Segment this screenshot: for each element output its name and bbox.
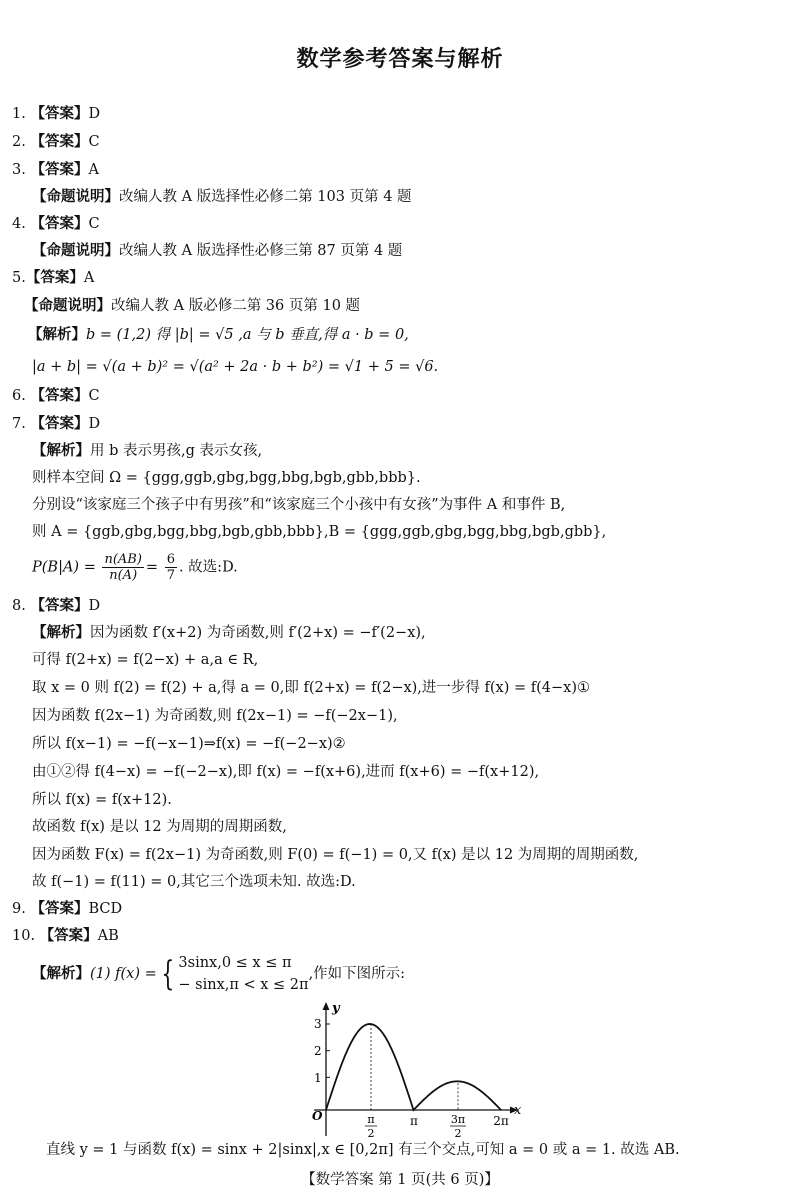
y-tick-label-1: 1 — [314, 1071, 322, 1085]
x-tick-label-3pi-half-den: 2 — [454, 1127, 462, 1140]
q3-line — [12, 160, 99, 180]
q10-number: 10. — [12, 928, 36, 944]
q3-note: 改编人教 A 版选择性必修二第 103 页第 4 题 — [119, 189, 412, 205]
x-tick-label-pi-half-num: π — [367, 1113, 375, 1126]
x-tick-label-2pi: 2π — [493, 1114, 509, 1128]
origin-label: O — [312, 1109, 323, 1123]
function-curve — [326, 1024, 501, 1110]
q7-prob-left: P(B|A) = — [32, 559, 96, 576]
q4-note: 改编人教 A 版选择性必修三第 87 页第 4 题 — [119, 243, 403, 259]
q7-analysis-line4: 则 A = {ggb,gbg,bgg,bbg,bgb,gbb,bbb},B = {ggg,ggb,gbg,bgg,bbg,bgb,gbb}, — [32, 524, 607, 540]
q7-analysis-text1: 用 b 表示男孩,g 表示女孩, — [90, 443, 263, 459]
q7-value-den: 7 — [166, 568, 175, 583]
q7-analysis-line5 — [32, 552, 238, 583]
q3-note-line — [32, 187, 412, 207]
q5-analysis-line1 — [28, 325, 409, 345]
q8-line — [12, 596, 100, 616]
q7-value-fraction — [165, 552, 177, 583]
q5-analysis-text1: b = (1,2) 得 |b| = √5 ,a 与 b 垂直,得 a · b = 0, — [86, 327, 409, 343]
page-title: 数学参考答案与解析 — [296, 47, 504, 72]
q10-case2: − sinx,π < x ≤ 2π — [178, 977, 309, 993]
q8-answer: D — [88, 598, 101, 614]
q2-number: 2. — [12, 134, 26, 150]
q4-line — [12, 214, 100, 234]
answer-tag: 【答案】 — [25, 270, 84, 286]
analysis-tag: 【解析】 — [32, 966, 90, 982]
q10-line — [12, 926, 119, 946]
q7-answer: D — [88, 416, 101, 432]
q4-answer: C — [88, 216, 100, 232]
q7-analysis-line1 — [32, 441, 262, 461]
answer-tag: 【答案】 — [30, 388, 89, 404]
q5-note: 改编人教 A 版必修二第 36 页第 10 题 — [111, 298, 361, 314]
q2-answer: C — [88, 134, 100, 150]
q8-analysis-line8: 故函数 f(x) 是以 12 为周期的周期函数, — [32, 819, 287, 835]
q7-prob-eq: = — [145, 559, 159, 576]
q8-analysis-line9: 因为函数 F(x) = f(2x−1) 为奇函数,则 F(0) = f(−1) = 0,又 f(x) 是以 12 为周期的周期函数, — [32, 847, 639, 863]
answer-tag: 【答案】 — [30, 901, 89, 917]
analysis-tag: 【解析】 — [32, 443, 90, 459]
q5-line — [12, 268, 94, 288]
q10-cases-brace: { — [161, 954, 175, 994]
x-tick-label-pi-half-den: 2 — [367, 1127, 375, 1140]
q8-analysis-text1: 因为函数 f′(x+2) 为奇函数,则 f′(2+x) = −f′(2−x), — [90, 625, 426, 641]
q1-line — [12, 104, 100, 124]
q9-answer: BCD — [88, 901, 123, 917]
answer-tag: 【答案】 — [30, 162, 89, 178]
answer-tag: 【答案】 — [30, 134, 89, 150]
q8-analysis-line5: 所以 f(x−1) = −f(−x−1)⇒f(x) = −f(−2−x)② — [32, 736, 346, 752]
x-axis-label: x — [514, 1103, 522, 1118]
q7-number: 7. — [12, 416, 26, 432]
answer-tag: 【答案】 — [30, 416, 89, 432]
q8-analysis-line7: 所以 f(x) = f(x+12). — [32, 792, 172, 808]
q5-analysis-line2 — [32, 357, 438, 377]
q7-analysis-line3: 分别设“该家庭三个孩子中有男孩”和“该家庭三个小孩中有女孩”为事件 A 和事件 B, — [32, 497, 566, 513]
q8-analysis-line2: 可得 f(2+x) = f(2−x) + a,a ∈ R, — [32, 652, 259, 668]
q5-note-line — [24, 296, 360, 316]
answer-tag: 【答案】 — [39, 928, 98, 944]
q7-prob-num: n(AB) — [104, 552, 142, 567]
q8-analysis-line4: 因为函数 f(2x−1) 为奇函数,则 f(2x−1) = −f(−2x−1), — [32, 708, 398, 724]
q1-answer: D — [88, 106, 101, 122]
q10-post: ,作如下图所示: — [308, 966, 406, 982]
q2-line — [12, 132, 100, 152]
q8-analysis-line6: 由①②得 f(4−x) = −f(−2−x),即 f(x) = −f(x+6),进而 f(x+6) = −f(x+12), — [32, 764, 540, 780]
q10-case1: 3sinx,0 ≤ x ≤ π — [178, 955, 292, 971]
q10-func-def: (1) f(x) = — [90, 966, 157, 982]
q9-number: 9. — [12, 901, 26, 917]
q10-analysis-line1 — [32, 952, 405, 996]
note-tag: 【命题说明】 — [32, 243, 119, 259]
note-tag: 【命题说明】 — [32, 189, 119, 205]
q3-number: 3. — [12, 162, 26, 178]
function-graph — [300, 996, 540, 1144]
q8-number: 8. — [12, 598, 26, 614]
q10-answer: AB — [97, 928, 119, 944]
q10-conclusion: 直线 y = 1 与函数 f(x) = sinx + 2|sinx|,x ∈ [0,2π] 有三个交点,可知 a = 0 或 a = 1. 故选 AB. — [46, 1142, 680, 1158]
q4-note-line — [32, 241, 402, 261]
q7-prob-den: n(A) — [109, 568, 138, 583]
q6-number: 6. — [12, 388, 26, 404]
q10-cases — [178, 952, 308, 996]
page-footer: 【数学答案 第 1 页(共 6 页)】 — [301, 1172, 499, 1188]
q7-prob-tail: . 故选:D. — [178, 559, 238, 576]
q8-analysis-line10: 故 f(−1) = f(11) = 0,其它三个选项未知. 故选:D. — [32, 874, 356, 890]
q4-number: 4. — [12, 216, 26, 232]
y-axis-label: y — [332, 1001, 340, 1016]
q5-analysis-text2: |a + b| = √(a + b)² = √(a² + 2a · b + b²) = √1 + 5 = √6. — [32, 359, 439, 375]
q6-answer: C — [88, 388, 100, 404]
q7-value-num: 6 — [166, 552, 175, 567]
q5-answer: A — [83, 270, 95, 286]
q8-analysis-line1 — [32, 623, 426, 643]
x-tick-label-3pi-half-num: 3π — [450, 1113, 466, 1126]
answer-tag: 【答案】 — [30, 106, 89, 122]
y-tick-label-2: 2 — [314, 1044, 322, 1058]
analysis-tag: 【解析】 — [32, 625, 90, 641]
q5-number: 5. — [12, 270, 26, 286]
q9-line — [12, 899, 122, 919]
y-axis-arrow — [323, 1002, 330, 1010]
analysis-tag: 【解析】 — [28, 327, 86, 343]
q7-line — [12, 414, 100, 434]
q1-number: 1. — [12, 106, 26, 122]
q7-analysis-line2: 则样本空间 Ω = {ggg,ggb,gbg,bgg,bbg,bgb,gbb,bbb}. — [32, 470, 421, 486]
q7-prob-fraction — [102, 552, 143, 583]
q6-line — [12, 386, 100, 406]
answer-tag: 【答案】 — [30, 216, 89, 232]
q8-analysis-line3: 取 x = 0 则 f(2) = f(2) + a,得 a = 0,即 f(2+x) = f(2−x),进一步得 f(x) = f(4−x)① — [32, 680, 590, 696]
x-tick-label-pi: π — [410, 1114, 418, 1128]
q3-answer: A — [88, 162, 99, 178]
y-tick-label-3: 3 — [314, 1017, 322, 1031]
answer-tag: 【答案】 — [30, 598, 89, 614]
note-tag: 【命题说明】 — [24, 298, 111, 314]
